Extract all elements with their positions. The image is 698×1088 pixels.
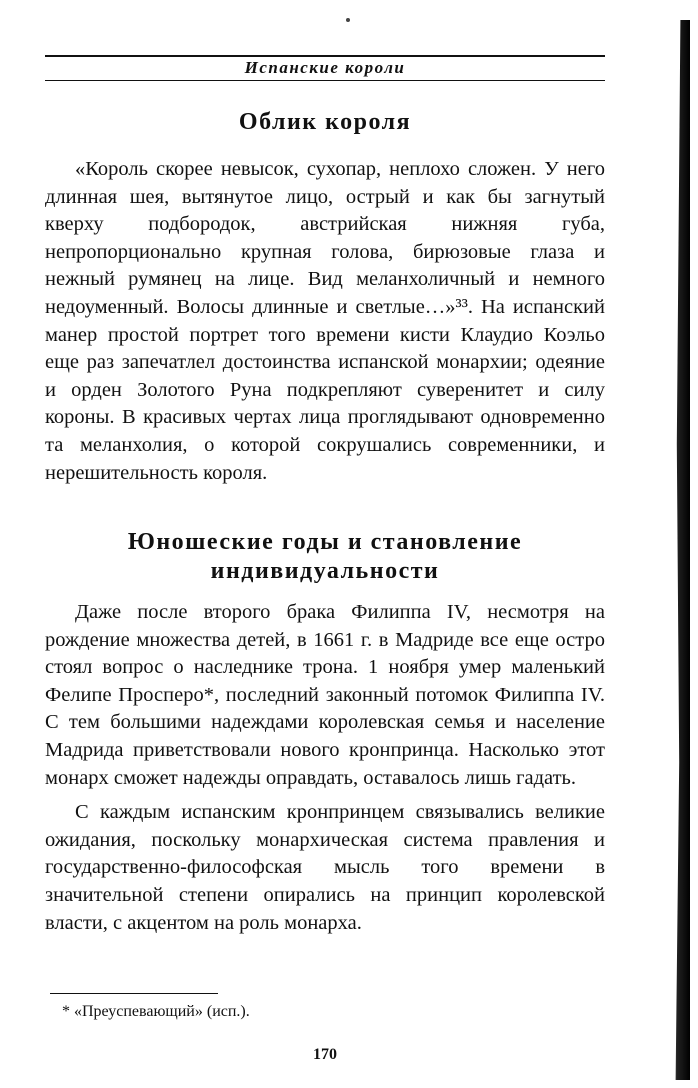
running-head: Испанские короли	[244, 58, 406, 77]
section-title-appearance: Облик короля	[238, 109, 412, 135]
section-title-youth-line2: индивидуальности	[210, 558, 440, 584]
paragraph-heir-question: Даже после второго брака Филиппа IV, несмотря на рождение множества детей, в 1661 г. в Мадриде все еще остро стоял вопрос о наследнике трона. 1 ноября умер маленький Фелипе Просперо*, последний законный потомок Филиппа IV. С тем большими надеждами королевская семья и население Мадрида приветствовали нового кронпринца. Насколько этот монарх сможет надежды оправдать, оставалось лишь гадать.	[45, 601, 605, 789]
print-speck	[346, 18, 350, 22]
header-rule-top	[45, 55, 605, 57]
footnote-rule	[50, 993, 218, 994]
paragraph-crown-prince-expectations: С каждым испанским кронпринцем связывались великие ожидания, поскольку монархическая система правления и государственно-философская мысль того времени в значительной степени опирались на принцип королевской власти, с акцентом на роль монарха.	[45, 801, 605, 934]
section-title-youth	[45, 528, 605, 586]
page-number: 170	[313, 1046, 337, 1063]
paragraph-king-description: «Король скорее невысок, сухопар, неплохо сложен. У него длинная шея, вытянутое лицо, острый и как бы загнутый кверху подбородок, австрийская нижняя губа, непропорционально крупная голова, бирюзовые глаза и нежный румянец на лице. Вид меланхоличный и немного недоуменный. Волосы длинные и светлые…»³³. На испанский манер простой портрет того времени кисти Клаудио Коэльо еще раз запечатлел достоинства испанской монархии; одеяние и орден Золотого Руна подкрепляют суверенитет и силу короны. В красивых чертах лица проглядывают одновременно та меланхолия, о которой сокрушались современники, и нерешительность короля.	[45, 158, 605, 484]
section-title-youth-line1: Юношеские годы и становление	[127, 529, 523, 555]
section-appearance-text	[45, 156, 605, 487]
section-youth-text	[45, 599, 605, 937]
page-edge-shadow	[666, 20, 690, 1080]
header-rule-bottom	[45, 80, 605, 81]
footnote: * «Преуспевающий» (исп.).	[62, 1003, 250, 1020]
